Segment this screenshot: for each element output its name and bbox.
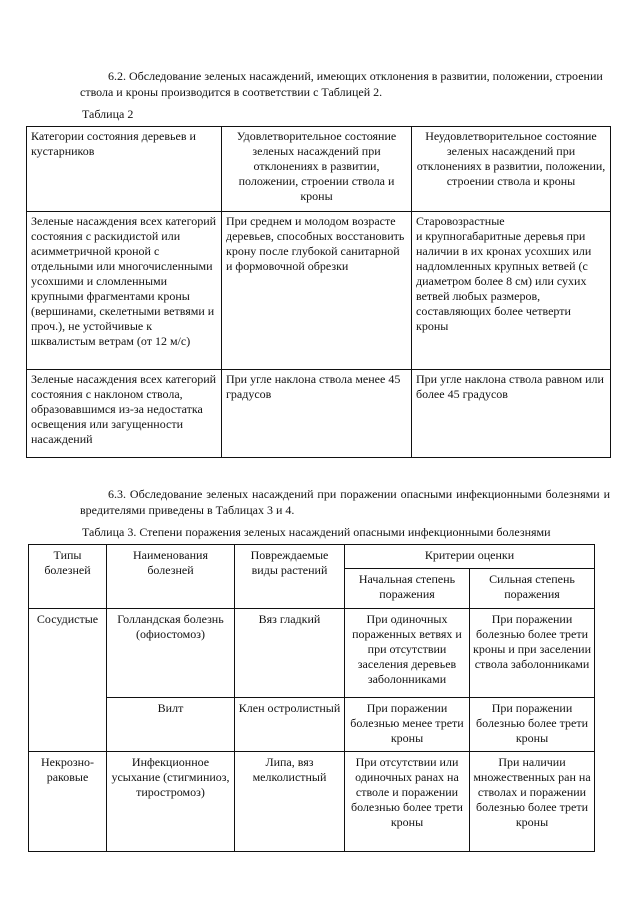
table2-cell: При среднем и молодом возрасте деревьев, способных восстановить крону после глубокой санитарной и формовочной обрезки: [222, 212, 412, 370]
table-row: [27, 370, 611, 458]
table3-header-types: Типы болезней: [29, 545, 107, 609]
table2-cell: При угле наклона ствола менее 45 градусов: [222, 370, 412, 458]
section-6-2-text: 6.2. Обследование зеленых насаждений, имеющих отклонения в развитии, положении, строении ствола и кроны производится в соответствии с Таблицей 2.: [80, 69, 603, 99]
section-6-2-paragraph: [80, 68, 610, 100]
table2-cell: Старовозрастные и крупногабаритные деревья при наличии в их кронах усохших или надломленных крупных ветвей (с диаметром более 8 см) или сухих ветвей любых размеров, составляющих более четверти кроны: [412, 212, 611, 370]
table3: [28, 544, 595, 852]
table3-cell-initial: При поражении болезнью менее трети кроны: [345, 698, 470, 752]
table3-cell-strong: При наличии множественных ран на стволах и поражении болезнью более трети кроны: [470, 752, 595, 852]
table-row: [27, 212, 611, 370]
table2-header-cell: Категории состояния деревьев и кустарников: [27, 127, 222, 212]
table3-cell-species: Липа, вяз мелколистный: [235, 752, 345, 852]
table3-header-names: Наименования болезней: [107, 545, 235, 609]
table3-header-criteria: Критерии оценки: [345, 545, 595, 569]
table-row: [29, 609, 595, 698]
table-row: [29, 698, 595, 752]
table3-cell-species: Вяз гладкий: [235, 609, 345, 698]
table3-cell-type: Сосудистые: [29, 609, 107, 752]
table3-header-row: [29, 545, 595, 569]
table3-cell-initial: При отсутствии или одиночных ранах на стволе и поражении болезнью более трети кроны: [345, 752, 470, 852]
table3-cell-name: Голландская болезнь (офиостомоз): [107, 609, 235, 698]
table3-caption: Таблица 3. Степени поражения зеленых насаждений опасными инфекционными болезнями: [82, 525, 551, 539]
table2-header-cell: Неудовлетворительное состояние зеленых насаждений при отклонениях в развитии, положении, строении ствола и кроны: [412, 127, 611, 212]
table3-cell-initial: При одиночных пораженных ветвях и при отсутствии заселения деревьев заболонниками: [345, 609, 470, 698]
table2-cell: Зеленые насаждения всех категорий состояния с раскидистой или асимметричной кроной с отдельными или многочисленными усохшими и сломленными крупными фрагментами кроны (вершинами, скелетными ветвями и проч.), не устойчивые к шквалистым ветрам (от 12 м/с): [27, 212, 222, 370]
table3-header-initial: Начальная степень поражения: [345, 569, 470, 609]
table2-cell: Зеленые насаждения всех категорий состояния с наклоном ствола, образовавшимся из-за недостатка освещения или загущенности насаждений: [27, 370, 222, 458]
table2-cell: При угле наклона ствола равном или более 45 градусов: [412, 370, 611, 458]
table2-caption: Таблица 2: [82, 107, 134, 121]
table3-cell-species: Клен остролистный: [235, 698, 345, 752]
table-row: [29, 752, 595, 852]
section-6-3-paragraph: [80, 486, 610, 518]
table3-header-strong: Сильная степень поражения: [470, 569, 595, 609]
table3-cell-name: Вилт: [107, 698, 235, 752]
table2-header-cell: Удовлетворительное состояние зеленых насаждений при отклонениях в развитии, положении, строении ствола и кроны: [222, 127, 412, 212]
section-6-3-text: 6.3. Обследование зеленых насаждений при поражении опасными инфекционными болезнями и вредителями приведены в Таблицах 3 и 4.: [80, 487, 610, 517]
table3-cell-strong: При поражении болезнью более трети кроны: [470, 698, 595, 752]
table3-header-species: Повреждаемые виды растений: [235, 545, 345, 609]
table2-header-row: [27, 127, 611, 212]
table3-cell-type: Некрозно-раковые: [29, 752, 107, 852]
table3-cell-strong: При поражении болезнью более трети кроны и при заселении ствола заболонниками: [470, 609, 595, 698]
table2: [26, 126, 611, 458]
table3-cell-name: Инфекционное усыхание (стигминиоз, тиростромоз): [107, 752, 235, 852]
